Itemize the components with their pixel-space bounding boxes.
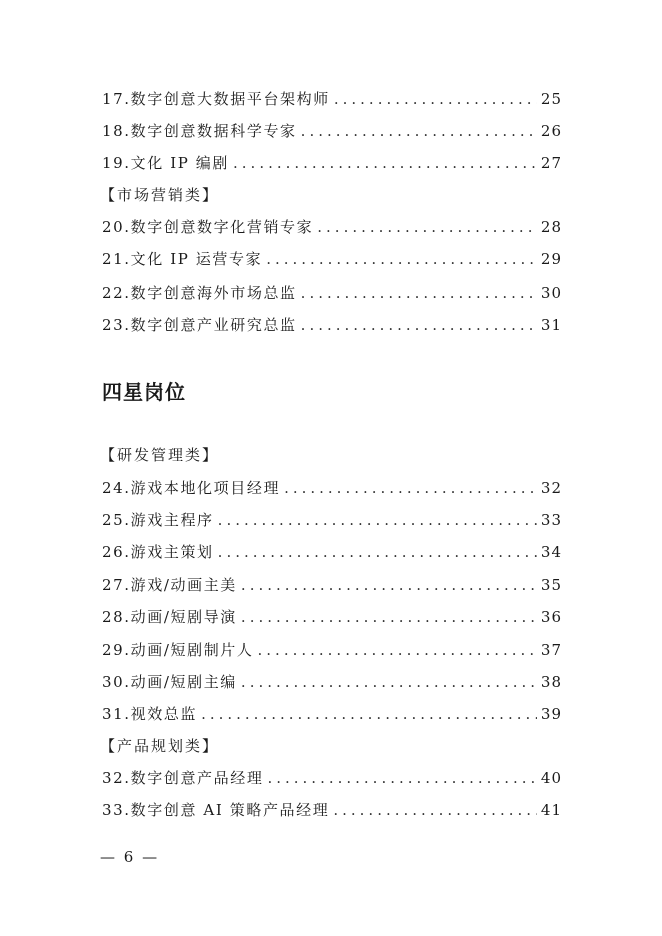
dot-leader <box>266 250 537 268</box>
entry-title: 动画/短剧导演 <box>130 608 237 626</box>
entry-page-number: 30 <box>540 284 562 302</box>
toc-entry[interactable] <box>102 477 562 501</box>
entry-number: 21. <box>102 250 131 268</box>
entry-number: 29. <box>102 641 131 659</box>
dot-leader <box>301 284 537 302</box>
section-heading: 四星岗位 <box>102 380 186 404</box>
entry-title: 数字创意产品经理 <box>130 769 264 787</box>
entry-number: 27. <box>102 576 131 594</box>
entry-page-number: 36 <box>540 608 562 626</box>
dot-leader <box>317 218 537 236</box>
entry-page-number: 41 <box>540 801 562 819</box>
dot-leader <box>241 608 537 626</box>
entry-page-number: 33 <box>540 511 562 529</box>
dot-leader <box>241 576 537 594</box>
entry-number: 17. <box>102 90 131 108</box>
entry-title: 数字创意海外市场总监 <box>130 284 297 302</box>
entry-number: 25. <box>102 511 131 529</box>
entry-page-number: 27 <box>540 154 562 172</box>
entry-number: 26. <box>102 543 131 561</box>
entry-number: 22. <box>102 284 131 302</box>
entry-title: 数字创意 AI 策略产品经理 <box>130 801 330 819</box>
toc-entry[interactable] <box>102 152 562 176</box>
entry-title: 视效总监 <box>130 705 198 723</box>
entry-title: 游戏主策划 <box>130 543 214 561</box>
dot-leader <box>201 705 537 723</box>
category-heading: 【市场营销类】 <box>100 186 220 204</box>
entry-number: 32. <box>102 769 131 787</box>
entry-page-number: 31 <box>540 316 562 334</box>
entry-number: 19. <box>102 154 131 172</box>
category-heading: 【产品规划类】 <box>100 737 220 755</box>
dot-leader <box>218 511 537 529</box>
entry-page-number: 32 <box>540 479 562 497</box>
entry-title: 游戏本地化项目经理 <box>130 479 281 497</box>
entry-page-number: 28 <box>540 218 562 236</box>
toc-entry[interactable] <box>102 120 562 144</box>
entry-number: 28. <box>102 608 131 626</box>
toc-entry[interactable] <box>102 703 562 727</box>
entry-number: 18. <box>102 122 131 140</box>
entry-page-number: 29 <box>540 250 562 268</box>
entry-page-number: 37 <box>540 641 562 659</box>
entry-number: 24. <box>102 479 131 497</box>
entry-page-number: 26 <box>540 122 562 140</box>
category-heading: 【研发管理类】 <box>100 446 220 464</box>
toc-entry[interactable] <box>102 216 562 240</box>
entry-title: 文化 IP 运营专家 <box>130 250 263 268</box>
dot-leader <box>258 641 537 659</box>
entry-title: 动画/短剧制片人 <box>130 641 254 659</box>
toc-entry[interactable] <box>102 88 562 112</box>
entry-page-number: 38 <box>540 673 562 691</box>
dot-leader <box>301 122 537 140</box>
entry-page-number: 34 <box>540 543 562 561</box>
entry-page-number: 40 <box>540 769 562 787</box>
entry-title: 游戏主程序 <box>130 511 214 529</box>
dot-leader <box>241 673 537 691</box>
dot-leader <box>218 543 537 561</box>
entry-number: 30. <box>102 673 131 691</box>
dot-leader <box>334 90 537 108</box>
toc-entry[interactable] <box>102 282 562 306</box>
dot-leader <box>333 801 537 819</box>
toc-entry[interactable] <box>102 248 562 272</box>
toc-entry[interactable] <box>102 767 562 791</box>
toc-entry[interactable] <box>102 639 562 663</box>
entry-page-number: 25 <box>540 90 562 108</box>
entry-number: 23. <box>102 316 131 334</box>
toc-entry[interactable] <box>102 671 562 695</box>
toc-entry[interactable] <box>102 574 562 598</box>
entry-title: 动画/短剧主编 <box>130 673 237 691</box>
entry-number: 20. <box>102 218 131 236</box>
entry-title: 数字创意数据科学专家 <box>130 122 297 140</box>
page-number: — 6 — <box>100 848 160 866</box>
dot-leader <box>267 769 536 787</box>
toc-entry[interactable] <box>102 314 562 338</box>
toc-entry[interactable] <box>102 509 562 533</box>
toc-entry[interactable] <box>102 799 562 823</box>
entry-number: 31. <box>102 705 131 723</box>
dot-leader <box>233 154 537 172</box>
entry-title: 数字创意产业研究总监 <box>130 316 297 334</box>
dot-leader <box>284 479 537 497</box>
entry-title: 文化 IP 编剧 <box>130 154 230 172</box>
dot-leader <box>301 316 537 334</box>
entry-title: 游戏/动画主美 <box>130 576 237 594</box>
toc-entry[interactable] <box>102 541 562 565</box>
entry-number: 33. <box>102 801 131 819</box>
entry-title: 数字创意数字化营销专家 <box>130 218 314 236</box>
toc-entry[interactable] <box>102 606 562 630</box>
entry-page-number: 35 <box>540 576 562 594</box>
entry-title: 数字创意大数据平台架构师 <box>130 90 330 108</box>
entry-page-number: 39 <box>540 705 562 723</box>
